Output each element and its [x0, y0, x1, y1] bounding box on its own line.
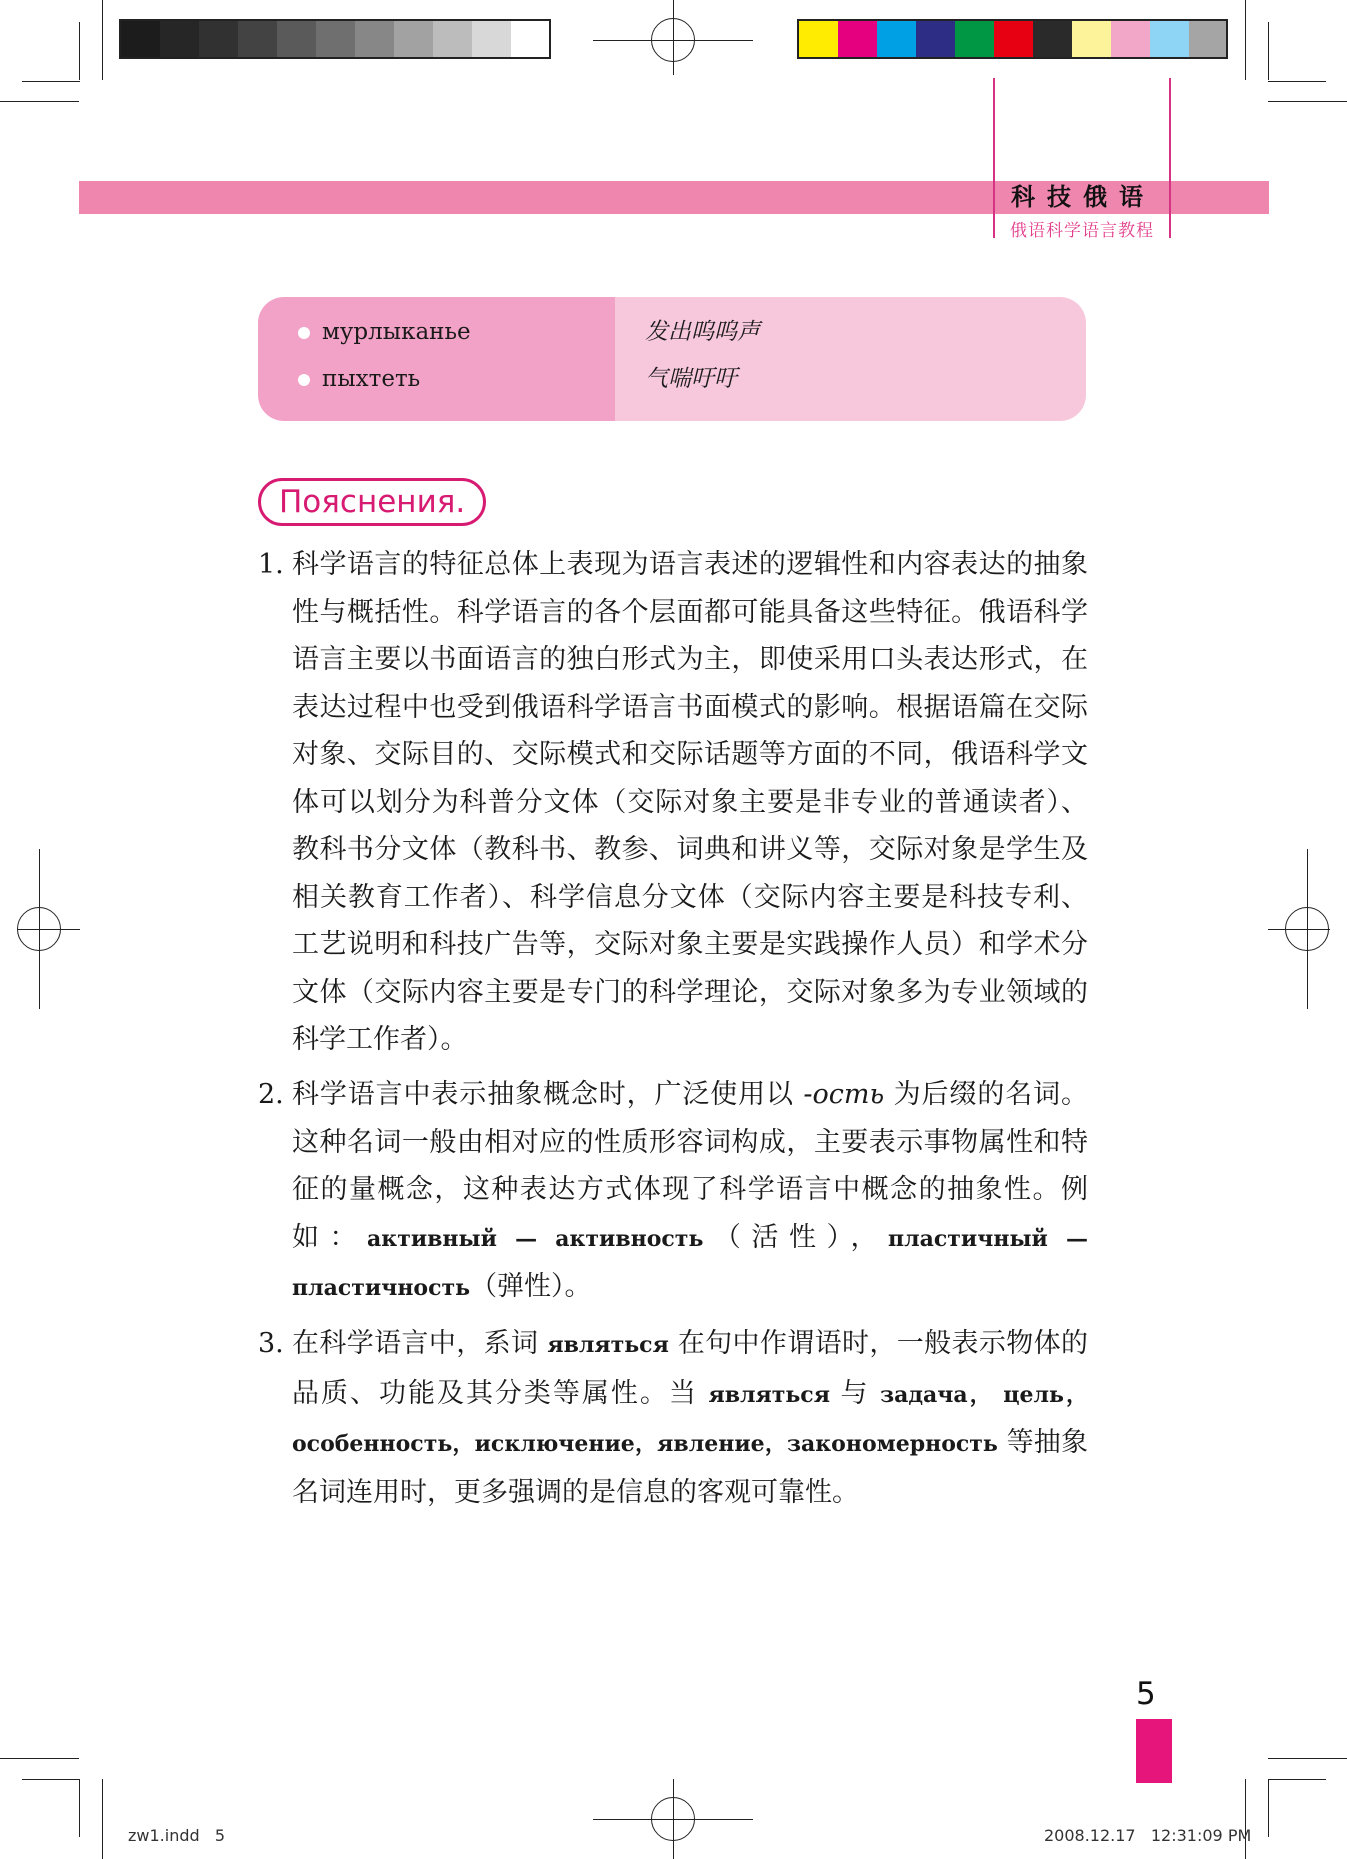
- text-run: 与: [829, 1377, 881, 1409]
- vocab-item: [298, 317, 471, 347]
- color-swatch-strip: [797, 19, 1228, 59]
- page-number: 5: [1136, 1676, 1156, 1712]
- crop-mark-icon: [1268, 81, 1326, 82]
- crop-mark-icon: [22, 1779, 80, 1780]
- bullet-dot-icon: [298, 374, 310, 386]
- crop-mark-icon: [1245, 0, 1246, 80]
- paragraph-number: 3.: [258, 1328, 284, 1359]
- vocab-russian-word: пыхтеть: [322, 366, 421, 392]
- vocab-chinese-meaning: 发出呜呜声: [645, 319, 760, 345]
- page-tab-marker: [1136, 1719, 1172, 1783]
- vocab-item: [298, 364, 420, 394]
- header-title-frame: [993, 78, 1171, 238]
- crop-mark-icon: [102, 0, 103, 80]
- footer-datetime: 2008.12.17 12:31:09 PM: [1044, 1826, 1252, 1845]
- vocab-russian-word: мурлыканье: [322, 319, 471, 345]
- explanation-paragraph-1: [258, 541, 1088, 1064]
- explanation-paragraph-3: [258, 1320, 1088, 1516]
- paragraph-text: [258, 1320, 1088, 1516]
- crop-mark-icon: [79, 1779, 80, 1837]
- vocabulary-box: [258, 297, 1086, 421]
- crop-mark-icon: [102, 1779, 103, 1859]
- header-subtitle: 俄语科学语言教程: [1010, 221, 1154, 241]
- text-run: 科学语言中表示抽象概念时，广泛使用以: [292, 1079, 804, 1110]
- suffix-term: -ость: [803, 1079, 885, 1110]
- text-run: （弹性）。: [470, 1271, 592, 1302]
- russian-example: активный — активность: [367, 1225, 704, 1252]
- text-run: （活性），: [703, 1221, 889, 1253]
- grayscale-swatch-strip: [119, 19, 551, 59]
- text-run: 在科学语言中，系词: [292, 1328, 548, 1359]
- crop-mark-icon: [0, 101, 79, 102]
- paragraph-text: [258, 1071, 1088, 1313]
- bullet-dot-icon: [298, 327, 310, 339]
- header-title: 科技俄语: [1011, 183, 1155, 211]
- registration-mark-icon: [17, 907, 61, 951]
- crop-mark-icon: [1268, 1779, 1326, 1780]
- vocab-chinese-meaning: 气喘吁吁: [645, 366, 737, 392]
- crop-mark-icon: [1268, 1758, 1347, 1759]
- paragraph-number: 1.: [258, 549, 284, 580]
- registration-mark-icon: [1285, 907, 1329, 951]
- crop-mark-icon: [1268, 1779, 1269, 1837]
- paragraph-number: 2.: [258, 1079, 284, 1110]
- registration-mark-icon: [651, 1797, 695, 1841]
- registration-mark-icon: [651, 18, 695, 62]
- crop-mark-icon: [79, 22, 80, 80]
- russian-term: являться: [547, 1332, 669, 1358]
- vocabulary-chinese-column: [615, 297, 1086, 421]
- section-label-explanations: Пояснения.: [258, 478, 486, 526]
- text-run: 在句中作谓语时，一般表示物体的品质、功能及其分类等属性。当: [292, 1328, 1088, 1409]
- crop-mark-icon: [22, 81, 80, 82]
- vocabulary-russian-column: [258, 297, 615, 421]
- crop-mark-icon: [1245, 1779, 1246, 1859]
- text-run: 等抽象名词连用时，更多强调的是信息的客观可靠性。: [292, 1427, 1088, 1508]
- explanation-paragraph-2: [258, 1071, 1088, 1313]
- crop-mark-icon: [1268, 101, 1347, 102]
- russian-term: являться: [708, 1381, 830, 1408]
- russian-example: пластичный — пластичность: [292, 1225, 1089, 1301]
- russian-term-list: задача， цель， особенность，исключение，явление，закономерность: [292, 1381, 1088, 1457]
- crop-mark-icon: [1268, 22, 1269, 80]
- paragraph-text: 科学语言的特征总体上表现为语言表述的逻辑性和内容表达的抽象性与概括性。科学语言的各个层面都可能具备这些特征。俄语科学语言主要以书面语言的独白形式为主，即使采用口头表达形式，在表达过程中也受到俄语科学语言书面模式的影响。根据语篇在交际对象、交际目的、交际模式和交际话题等方面的不同，俄语科学文体可以划分为科普分文体（交际对象主要是非专业的普通读者）、教科书分文体（教科书、教参、词典和讲义等，交际对象是学生及相关教育工作者）、科学信息分文体（交际内容主要是科技专利、工艺说明和科技广告等，交际对象主要是实践操作人员）和学术分文体（交际内容主要是专门的科学理论，交际对象多为专业领域的科学工作者）。: [292, 549, 1088, 1055]
- text-run: 为后缀的名词。这种名词一般由相对应的性质形容词构成，主要表示事物属性和特征的量概念，这种表达方式体现了科学语言中概念的抽象性。例如：: [292, 1079, 1088, 1253]
- crop-mark-icon: [0, 1758, 79, 1759]
- footer-file-name: zw1.indd 5: [128, 1826, 226, 1845]
